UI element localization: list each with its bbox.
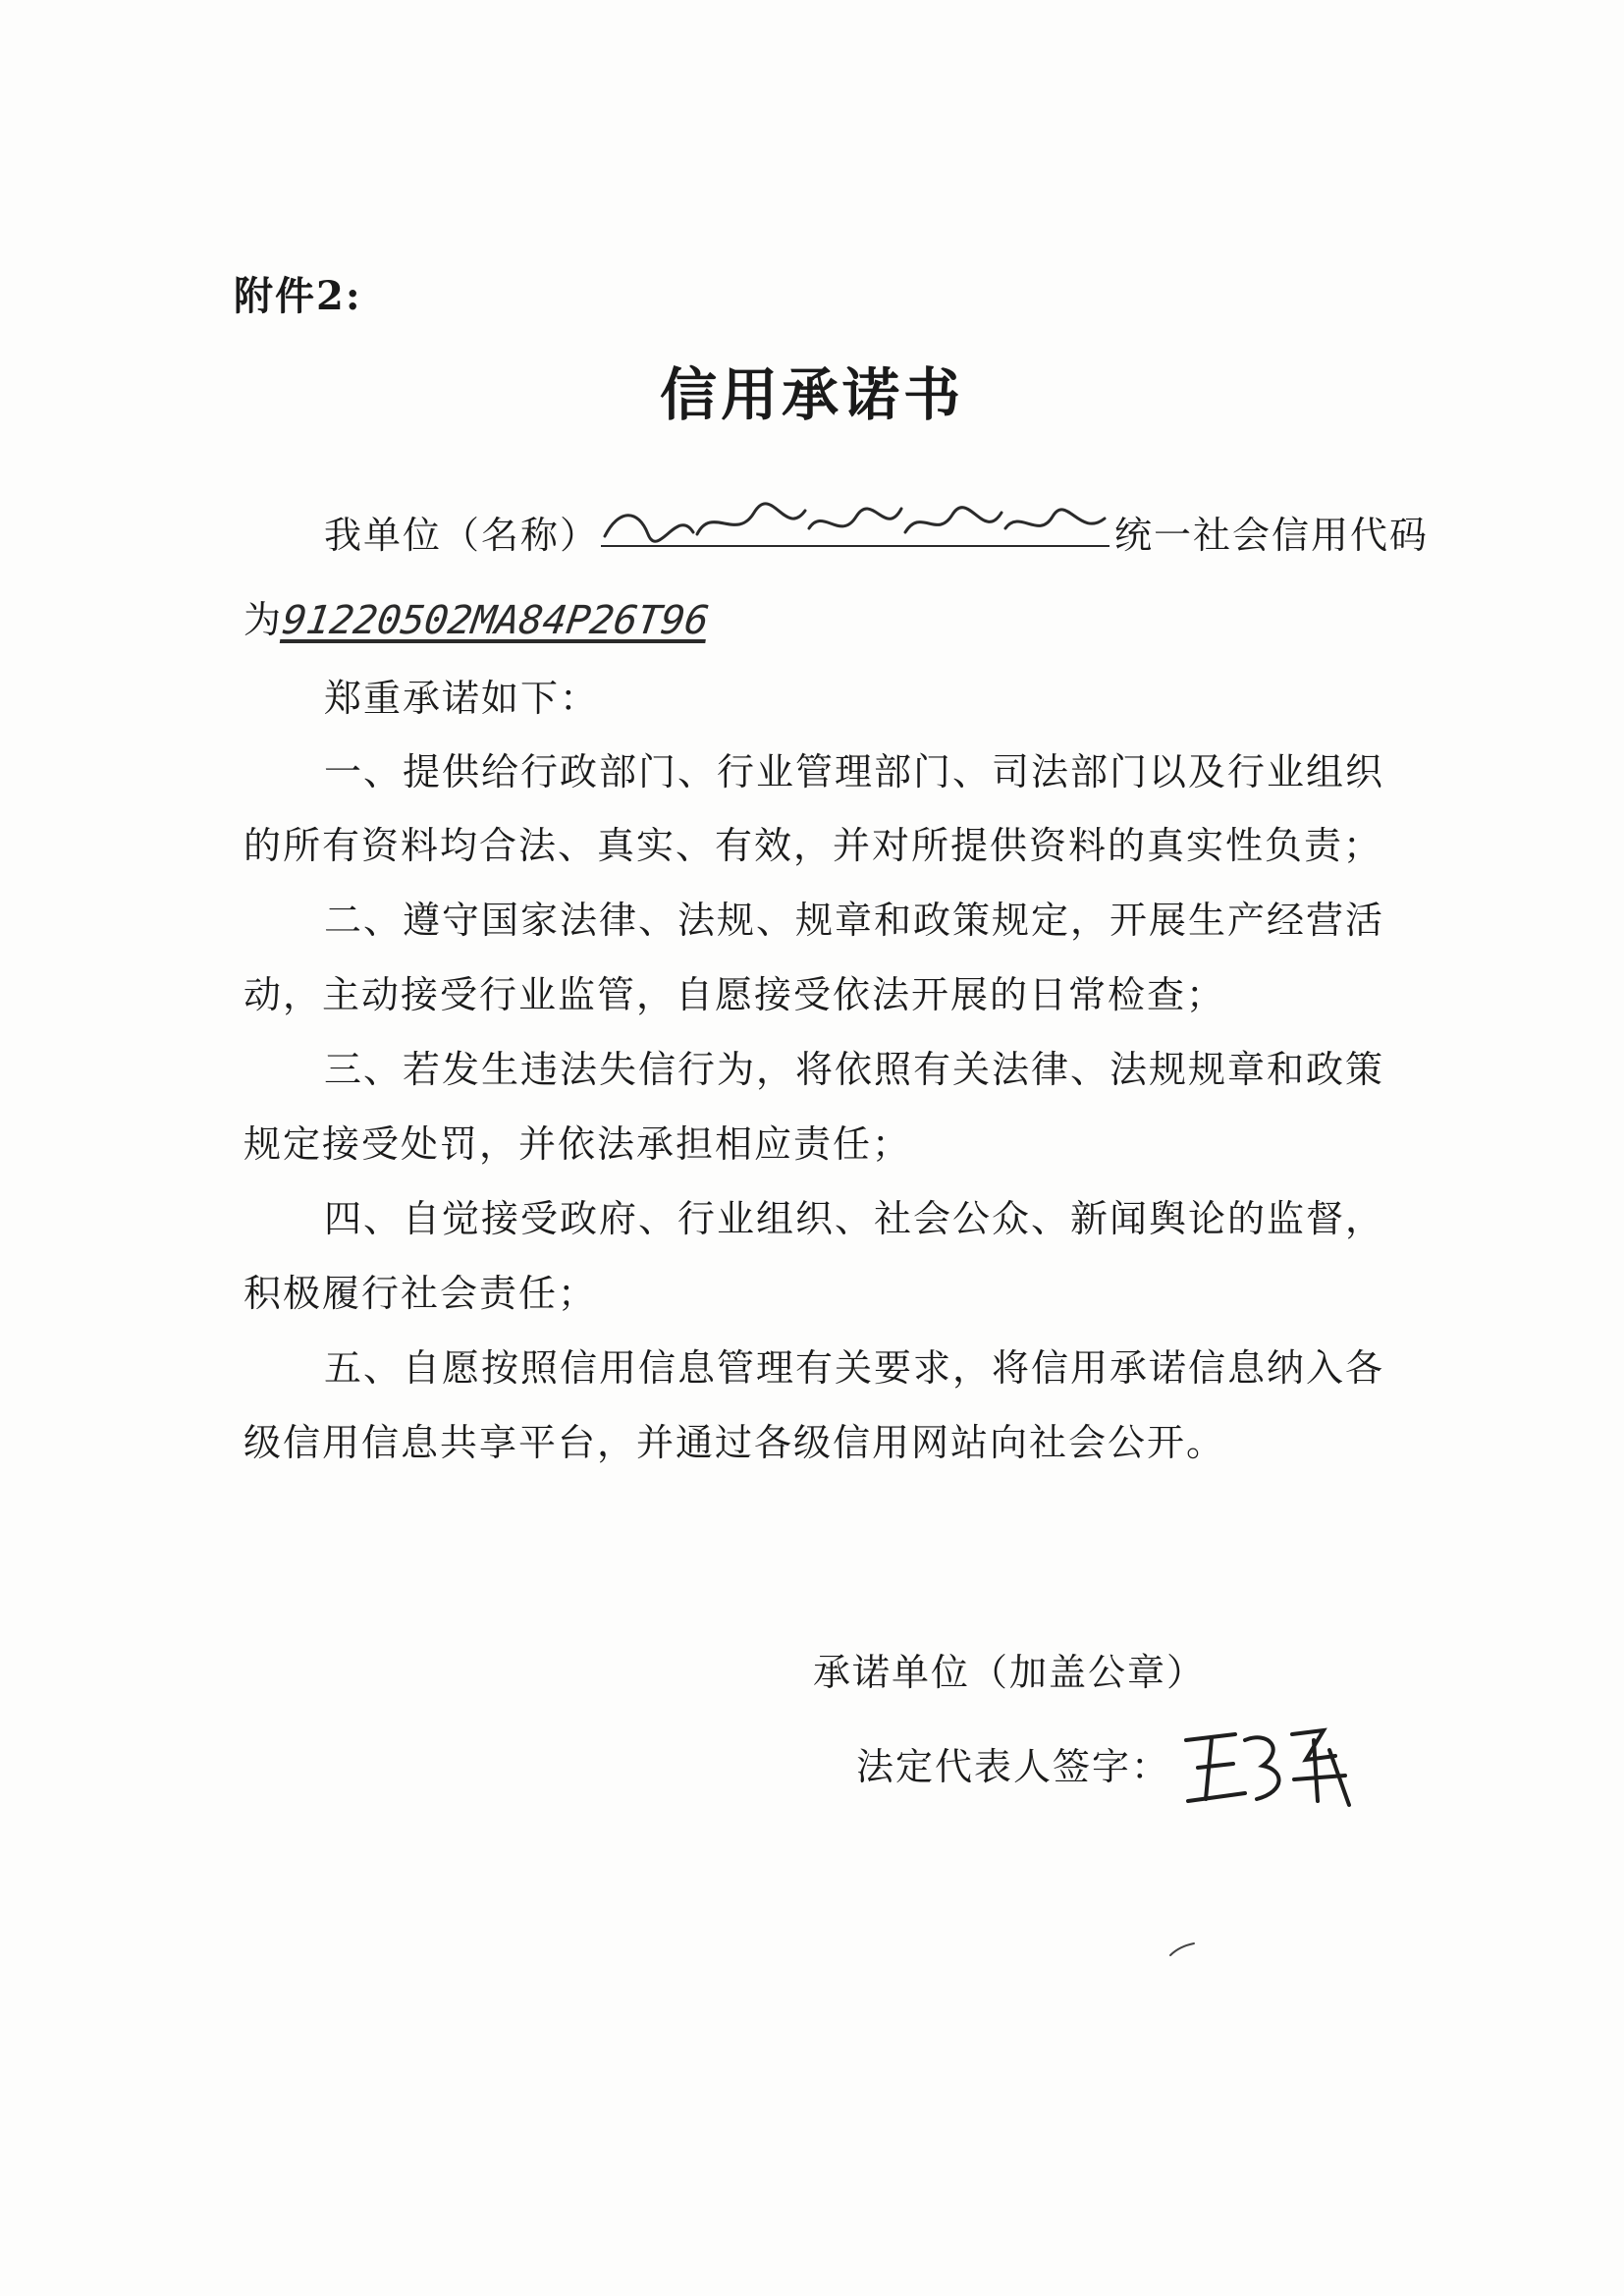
signature-scribble [1176, 1721, 1363, 1809]
intro-suffix: 统一社会信用代码 [1114, 514, 1430, 557]
signature-handwritten [1176, 1721, 1363, 1818]
representative-line [856, 1721, 1363, 1818]
clause-2-line-1: 二、遵守国家法律、法规、规章和政策规定，开展生产经营活 [324, 899, 1385, 942]
unit-seal-label: 承诺单位（加盖公章） [813, 1651, 1207, 1694]
clause-3-line-2: 规定接受处罚，并依法承担相应责任； [244, 1122, 912, 1166]
pledge-heading: 郑重承诺如下： [324, 677, 600, 720]
clause-2-line-2: 动，主动接受行业监管，自愿接受依法开展的日常检查； [244, 973, 1226, 1016]
intro-line-1 [324, 499, 1429, 559]
clause-1-line-2: 的所有资料均合法、真实、有效，并对所提供资料的真实性负责； [244, 824, 1383, 867]
intro-prefix: 我单位（名称） [324, 514, 600, 557]
unit-name-handwritten [599, 499, 1114, 559]
attachment-label: 附件2: [234, 273, 362, 319]
pen-mark [1168, 1940, 1198, 1959]
code-prefix: 为 [244, 598, 284, 641]
credit-code-handwritten: 91220502MA84P26T96 [279, 598, 712, 643]
clause-1-line-1: 一、提供给行政部门、行业管理部门、司法部门以及行业组织 [324, 750, 1385, 793]
representative-label: 法定代表人签字： [856, 1745, 1171, 1788]
document-title: 信用承诺书 [659, 361, 964, 428]
unit-name-scribble [599, 499, 1114, 550]
clause-4-line-1: 四、自觉接受政府、行业组织、社会公众、新闻舆论的监督， [324, 1197, 1385, 1240]
clause-4-line-2: 积极履行社会责任； [244, 1272, 598, 1315]
intro-line-2 [244, 589, 833, 643]
clause-5-line-1: 五、自愿按照信用信息管理有关要求，将信用承诺信息纳入各 [324, 1346, 1385, 1390]
clause-5-line-2: 级信用信息共享平台，并通过各级信用网站向社会公开。 [244, 1421, 1226, 1464]
clause-3-line-1: 三、若发生违法失信行为，将依照有关法律、法规规章和政策 [324, 1048, 1385, 1091]
